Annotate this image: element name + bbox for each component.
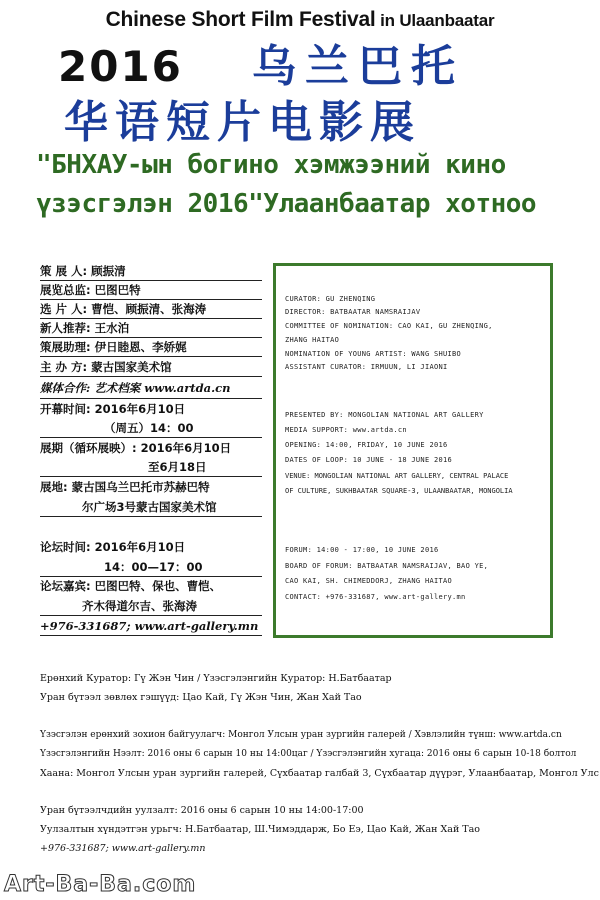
divider (40, 516, 262, 517)
credit-forum-guests-cn: 论坛嘉宾: 巴图巴特、保也、曹恺、 (40, 579, 222, 593)
mn-contact: +976-331687; www.art-gallery.mn (40, 843, 206, 854)
box-presented-by: PRESENTED BY: MONGOLIAN NATIONAL ART GALLERY (285, 411, 484, 419)
divider (40, 576, 262, 577)
box-young-artist: NOMINATION OF YOUNG ARTIST: WANG SHUIBO (285, 350, 462, 358)
credit-venue-cn: 展地: 蒙古国乌兰巴托市苏赫巴特 (40, 480, 210, 494)
divider (40, 476, 262, 477)
divider (40, 635, 262, 636)
credit-forum-time-cn: 14：00—17：00 (104, 560, 203, 574)
credit-curator-cn: 策 展 人: 顾振清 (40, 264, 126, 278)
divider (40, 376, 262, 377)
box-assistant: ASSISTANT CURATOR: IRMUUN, LI JIAONI (285, 363, 448, 371)
title-en-main: Chinese Short Film Festival (105, 8, 376, 31)
credit-assistant-cn: 策展助理: 伊日睦恩、李娇娓 (40, 340, 187, 354)
title-en-tail: in Ulaanbaatar (375, 11, 495, 30)
mn-venue: Хаана: Монгол Улсын уран зургийн галерей, Сүхбаатар галбай 3, Сүхбаатар дүүрэг, Улаанбаатар, Монгол Улс (40, 768, 599, 779)
box-media: MEDIA SUPPORT: www.artda.cn (285, 426, 407, 434)
divider (40, 356, 262, 357)
credit-opening-time-cn: （周五）14：00 (104, 421, 194, 435)
credit-venue-cont-cn: 尔广场3号蒙古国家美术馆 (82, 500, 217, 514)
watermark-logo: Art-Ba-Ba.com (4, 872, 197, 897)
credit-contact-cn: +976-331687; www.art-gallery.mn (40, 619, 259, 633)
credit-media-cn: 媒体合作: 艺术档案 www.artda.cn (40, 381, 231, 395)
divider (40, 437, 262, 438)
box-forum: FORUM: 14:00 - 17:00, 10 JUNE 2016 (285, 546, 439, 554)
mn-curators: Ерөнхий Куратор: Гү Жэн Чин / Үзэсгэлэнгийн Куратор: Н.Батбаатар (40, 673, 392, 684)
credit-loop-dates-cn: 展期（循环展映）: 2016年6月10日 (40, 441, 232, 455)
box-venue-cont: OF CULTURE, SUKHBAATAR SQUARE-3, ULAANBAATAR, MONGOLIA (285, 487, 513, 495)
credit-young-artist-cn: 新人推荐: 王水泊 (40, 321, 130, 335)
box-loop-dates: DATES OF LOOP: 10 JUNE - 18 JUNE 2016 (285, 456, 453, 464)
title-cn-festival: 华语短片电影展 (64, 97, 421, 148)
credit-director-cn: 展览总监: 巴图巴特 (40, 283, 141, 297)
box-opening: OPENING: 14:00, FRIDAY, 10 JUNE 2016 (285, 441, 448, 449)
festival-title-en (0, 8, 600, 32)
credit-organizer-cn: 主 办 方: 蒙古国家美术馆 (40, 360, 172, 374)
box-curator: CURATOR: GU ZHENQING (285, 295, 376, 303)
mn-forum: Уран бүтээлчдийн уулзалт: 2016 оны 6 сарын 10 ны 14:00-17:00 (40, 805, 364, 816)
credit-forum-guests-cont-cn: 齐木得道尔吉、张海涛 (82, 599, 197, 613)
box-committee-cont: ZHANG HAITAO (285, 336, 340, 344)
divider (40, 318, 262, 319)
box-committee: COMMITTEE OF NOMINATION: CAO KAI, GU ZHENQING, (285, 322, 493, 330)
title-mn-line-1: "БНХАУ-ын богино хэмжээний кино (36, 150, 506, 180)
box-board-cont: CAO KAI, SH. CHIMEDDORJ, ZHANG HAITAO (285, 577, 453, 585)
festival-year: 2016 (58, 42, 183, 91)
divider (40, 615, 262, 616)
credit-loop-end-cn: 至6月18日 (148, 460, 207, 474)
box-director: DIRECTOR: BATBAATAR NAMSRAIJAV (285, 308, 421, 316)
divider (40, 398, 262, 399)
divider (40, 280, 262, 281)
credit-selection-cn: 选 片 人: 曹恺、顾振清、张海涛 (40, 302, 207, 316)
title-mn-line-2: үзэсгэлэн 2016"Улаанбаатар хотноо (36, 189, 537, 219)
divider (40, 337, 262, 338)
box-board: BOARD OF FORUM: BATBAATAR NAMSRAIJAV, BAO YE, (285, 562, 489, 570)
divider (40, 299, 262, 300)
credit-forum-date-cn: 论坛时间: 2016年6月10日 (40, 540, 186, 554)
title-cn-city: 乌兰巴托 (252, 41, 464, 92)
credit-opening-cn: 开幕时间: 2016年6月10日 (40, 402, 186, 416)
mn-selection: Уран бүтээл зөвлөх гэшүүд: Цао Кай, Гү Жэн Чин, Жан Хай Тао (40, 692, 362, 703)
mn-opening: Үзэсгэлэнгийн Нээлт: 2016 оны 6 сарын 10 ны 14:00цаг / Үзэсгэлэнгийн хугаца: 2016 оны 6 сарын 10-18 болтол (40, 749, 577, 759)
box-contact: CONTACT: +976-331687, www.art-gallery.mn (285, 593, 466, 601)
box-venue: VENUE: MONGOLIAN NATIONAL ART GALLERY, CENTRAL PALACE (285, 472, 509, 480)
mn-organizer: Үзэсгэлэн ерөнхий зохион байгуулагч: Монгол Улсын уран зургийн галерей / Хэвлэлийн түнш: www.artda.cn (40, 730, 562, 740)
mn-forum-guests: Уулзалтын хүндэтгэн урьгч: Н.Батбаатар, Ш.Чимэддарж, Бо Еэ, Цао Кай, Жан Хай Тао (40, 824, 481, 835)
